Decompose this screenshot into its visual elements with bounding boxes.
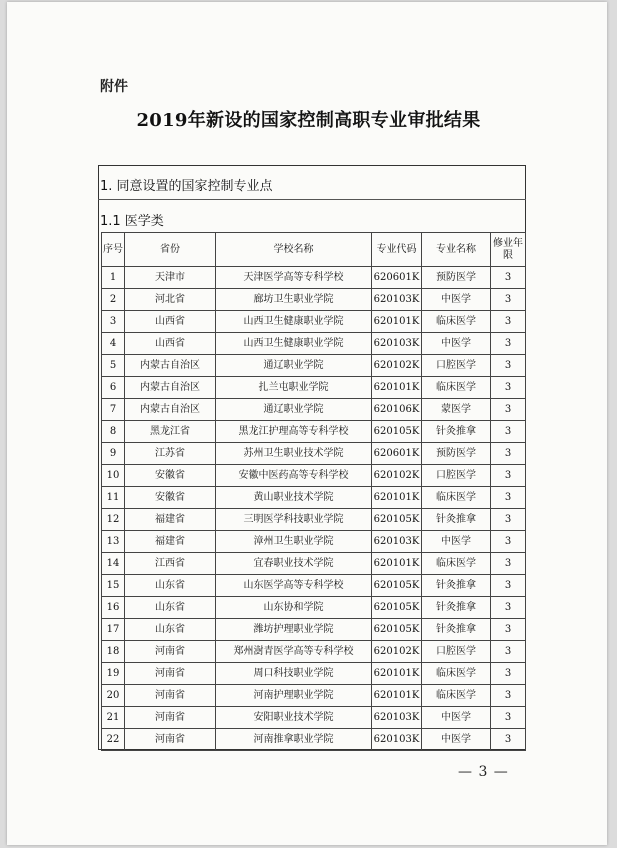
page-number: — 3 —: [458, 764, 509, 780]
cell-years: 3: [491, 509, 526, 531]
cell-major: 临床医学: [422, 311, 491, 333]
cell-school: 扎兰屯职业学院: [216, 377, 372, 399]
cell-province: 山东省: [125, 619, 216, 641]
cell-years: 3: [491, 531, 526, 553]
cell-years: 3: [491, 597, 526, 619]
table-row: [102, 641, 526, 663]
cell-index: 20: [102, 685, 125, 707]
cell-province: 安徽省: [125, 465, 216, 487]
cell-province: 天津市: [125, 267, 216, 289]
cell-code: 620102K: [372, 355, 422, 377]
table-row: [102, 487, 526, 509]
cell-province: 河南省: [125, 729, 216, 751]
cell-index: 13: [102, 531, 125, 553]
cell-school: 山东协和学院: [216, 597, 372, 619]
table-row: [102, 289, 526, 311]
cell-province: 安徽省: [125, 487, 216, 509]
cell-province: 山西省: [125, 311, 216, 333]
cell-index: 22: [102, 729, 125, 751]
cell-years: 3: [491, 267, 526, 289]
table-row: [102, 465, 526, 487]
cell-major: 针灸推拿: [422, 421, 491, 443]
cell-major: 针灸推拿: [422, 509, 491, 531]
cell-province: 河南省: [125, 707, 216, 729]
cell-province: 河南省: [125, 641, 216, 663]
cell-province: 河北省: [125, 289, 216, 311]
cell-school: 宜春职业技术学院: [216, 553, 372, 575]
cell-code: 620101K: [372, 553, 422, 575]
cell-major: 中医学: [422, 289, 491, 311]
cell-code: 620601K: [372, 443, 422, 465]
cell-school: 河南推拿职业学院: [216, 729, 372, 751]
cell-school: 通辽职业学院: [216, 355, 372, 377]
table-row: [102, 597, 526, 619]
table-row: [102, 685, 526, 707]
cell-major: 临床医学: [422, 487, 491, 509]
cell-province: 河南省: [125, 663, 216, 685]
cell-years: 3: [491, 729, 526, 751]
cell-major: 针灸推拿: [422, 619, 491, 641]
cell-school: 河南护理职业学院: [216, 685, 372, 707]
cell-school: 黄山职业技术学院: [216, 487, 372, 509]
cell-major: 中医学: [422, 333, 491, 355]
cell-index: 5: [102, 355, 125, 377]
cell-years: 3: [491, 311, 526, 333]
cell-code: 620101K: [372, 685, 422, 707]
cell-code: 620105K: [372, 575, 422, 597]
cell-years: 3: [491, 685, 526, 707]
table-row: [102, 663, 526, 685]
cell-code: 620103K: [372, 729, 422, 751]
cell-index: 19: [102, 663, 125, 685]
cell-index: 7: [102, 399, 125, 421]
cell-code: 620102K: [372, 641, 422, 663]
table-row: [102, 729, 526, 751]
table-row: [102, 619, 526, 641]
cell-school: 黑龙江护理高等专科学校: [216, 421, 372, 443]
cell-major: 中医学: [422, 729, 491, 751]
document-title: 2019年新设的国家控制高职专业审批结果: [136, 110, 481, 131]
cell-years: 3: [491, 707, 526, 729]
table-header-row: [102, 233, 526, 267]
cell-index: 11: [102, 487, 125, 509]
cell-code: 620105K: [372, 509, 422, 531]
cell-province: 江西省: [125, 553, 216, 575]
cell-code: 620106K: [372, 399, 422, 421]
cell-index: 21: [102, 707, 125, 729]
cell-code: 620105K: [372, 597, 422, 619]
cell-years: 3: [491, 443, 526, 465]
cell-school: 周口科技职业学院: [216, 663, 372, 685]
cell-province: 黑龙江省: [125, 421, 216, 443]
table-row: [102, 509, 526, 531]
cell-school: 潍坊护理职业学院: [216, 619, 372, 641]
cell-code: 620101K: [372, 663, 422, 685]
cell-index: 1: [102, 267, 125, 289]
cell-code: 620103K: [372, 531, 422, 553]
cell-index: 6: [102, 377, 125, 399]
section-divider: [98, 199, 526, 200]
cell-index: 14: [102, 553, 125, 575]
cell-province: 福建省: [125, 531, 216, 553]
cell-major: 口腔医学: [422, 465, 491, 487]
cell-province: 内蒙古自治区: [125, 399, 216, 421]
cell-major: 临床医学: [422, 553, 491, 575]
cell-years: 3: [491, 641, 526, 663]
cell-school: 山西卫生健康职业学院: [216, 333, 372, 355]
cell-province: 河南省: [125, 685, 216, 707]
cell-major: 中医学: [422, 707, 491, 729]
cell-school: 漳州卫生职业学院: [216, 531, 372, 553]
table-row: [102, 355, 526, 377]
cell-index: 3: [102, 311, 125, 333]
cell-school: 苏州卫生职业技术学院: [216, 443, 372, 465]
cell-code: 620601K: [372, 267, 422, 289]
cell-province: 山东省: [125, 575, 216, 597]
cell-index: 8: [102, 421, 125, 443]
cell-code: 620101K: [372, 311, 422, 333]
cell-major: 针灸推拿: [422, 597, 491, 619]
table-row: [102, 267, 526, 289]
column-header-major: 专业名称: [422, 233, 491, 267]
column-header-index: 序号: [102, 233, 125, 267]
cell-province: 内蒙古自治区: [125, 377, 216, 399]
table-row: [102, 553, 526, 575]
cell-years: 3: [491, 399, 526, 421]
cell-code: 620105K: [372, 619, 422, 641]
cell-major: 临床医学: [422, 663, 491, 685]
cell-years: 3: [491, 575, 526, 597]
cell-code: 620105K: [372, 421, 422, 443]
cell-major: 口腔医学: [422, 355, 491, 377]
cell-index: 17: [102, 619, 125, 641]
cell-years: 3: [491, 289, 526, 311]
cell-school: 天津医学高等专科学校: [216, 267, 372, 289]
cell-major: 中医学: [422, 531, 491, 553]
cell-province: 江苏省: [125, 443, 216, 465]
cell-code: 620101K: [372, 487, 422, 509]
cell-index: 2: [102, 289, 125, 311]
table-row: [102, 311, 526, 333]
cell-major: 蒙医学: [422, 399, 491, 421]
table-row: [102, 531, 526, 553]
cell-school: 安阳职业技术学院: [216, 707, 372, 729]
table-row: [102, 707, 526, 729]
cell-school: 三明医学科技职业学院: [216, 509, 372, 531]
column-header-province: 省份: [125, 233, 216, 267]
cell-years: 3: [491, 619, 526, 641]
subsection-heading: 1.1 医学类: [100, 214, 164, 229]
cell-years: 3: [491, 553, 526, 575]
cell-index: 9: [102, 443, 125, 465]
cell-major: 临床医学: [422, 377, 491, 399]
cell-years: 3: [491, 377, 526, 399]
cell-major: 预防医学: [422, 267, 491, 289]
cell-province: 山西省: [125, 333, 216, 355]
cell-code: 620103K: [372, 707, 422, 729]
cell-school: 山西卫生健康职业学院: [216, 311, 372, 333]
attachment-label: 附件: [100, 79, 128, 95]
cell-province: 福建省: [125, 509, 216, 531]
table-row: [102, 443, 526, 465]
cell-code: 620103K: [372, 333, 422, 355]
cell-school: 安徽中医药高等专科学校: [216, 465, 372, 487]
table-row: [102, 399, 526, 421]
cell-school: 山东医学高等专科学校: [216, 575, 372, 597]
cell-major: 针灸推拿: [422, 575, 491, 597]
table-row: [102, 575, 526, 597]
table-row: [102, 333, 526, 355]
column-header-school: 学校名称: [216, 233, 372, 267]
cell-index: 16: [102, 597, 125, 619]
cell-code: 620101K: [372, 377, 422, 399]
cell-years: 3: [491, 333, 526, 355]
cell-major: 预防医学: [422, 443, 491, 465]
cell-major: 临床医学: [422, 685, 491, 707]
cell-school: 廊坊卫生职业学院: [216, 289, 372, 311]
cell-index: 4: [102, 333, 125, 355]
cell-major: 口腔医学: [422, 641, 491, 663]
cell-province: 山东省: [125, 597, 216, 619]
cell-index: 18: [102, 641, 125, 663]
table-row: [102, 377, 526, 399]
cell-province: 内蒙古自治区: [125, 355, 216, 377]
cell-school: 郑州澍青医学高等专科学校: [216, 641, 372, 663]
cell-index: 10: [102, 465, 125, 487]
cell-code: 620103K: [372, 289, 422, 311]
cell-years: 3: [491, 465, 526, 487]
cell-years: 3: [491, 421, 526, 443]
approval-table: [101, 232, 526, 751]
column-header-code: 专业代码: [372, 233, 422, 267]
cell-years: 3: [491, 487, 526, 509]
cell-index: 15: [102, 575, 125, 597]
cell-code: 620102K: [372, 465, 422, 487]
column-header-years: 修业年限: [491, 233, 526, 267]
cell-school: 通辽职业学院: [216, 399, 372, 421]
cell-years: 3: [491, 355, 526, 377]
table-row: [102, 421, 526, 443]
section-heading: 1. 同意设置的国家控制专业点: [100, 179, 273, 194]
cell-years: 3: [491, 663, 526, 685]
cell-index: 12: [102, 509, 125, 531]
